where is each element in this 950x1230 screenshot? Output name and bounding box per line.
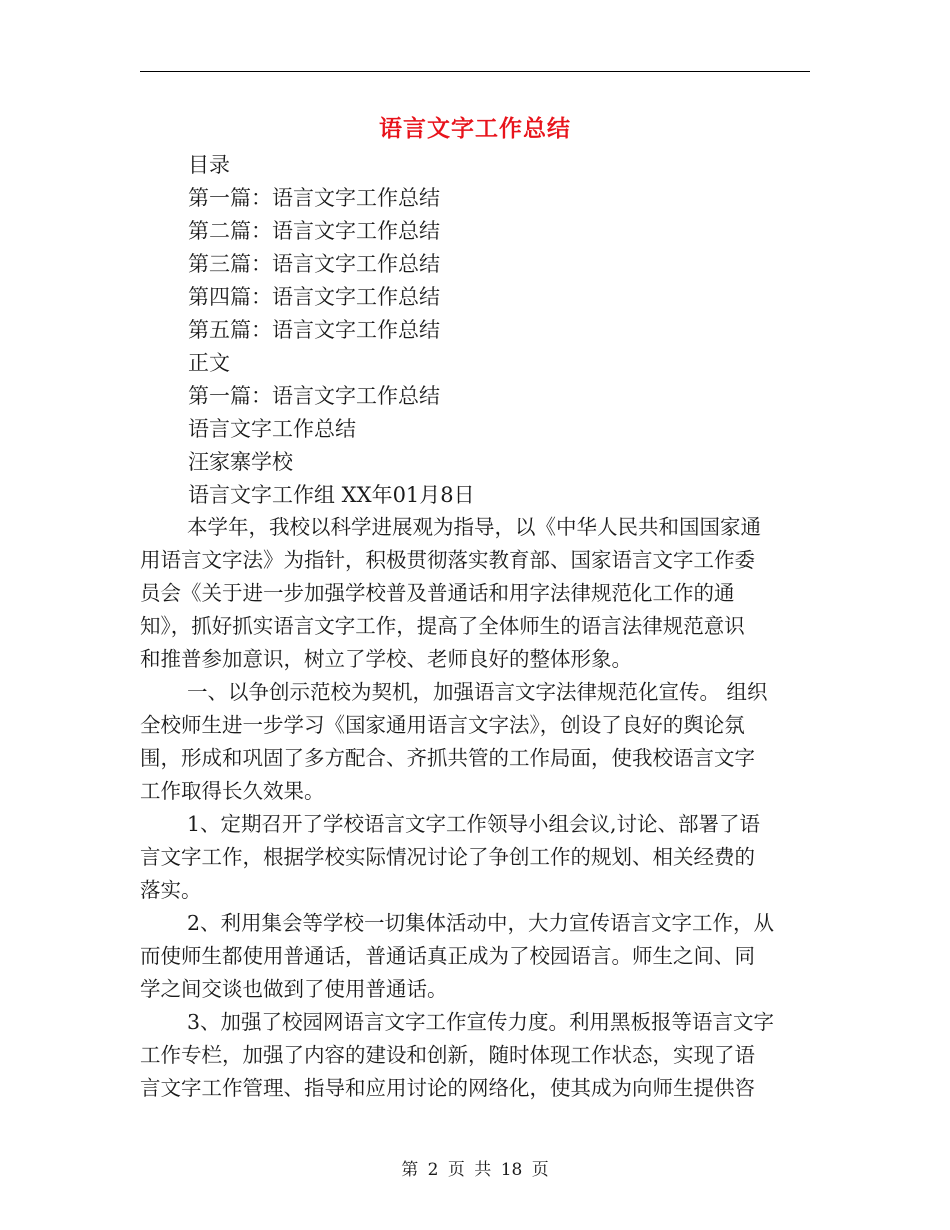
paragraph-line: 本学年，我校以科学进展观为指导，以《中华人民共和国国家通 bbox=[187, 515, 761, 539]
paragraph-line: 工作专栏，加强了内容的建设和创新，随时体现工作状态，实现了语 bbox=[140, 1043, 755, 1067]
body-heading: 正文 bbox=[188, 351, 230, 375]
paragraph-line: 1、定期召开了学校语言文字工作领导小组会议,讨论、部署了语 bbox=[187, 812, 761, 836]
paragraph bbox=[140, 808, 810, 907]
article-title: 语言文字工作总结 bbox=[188, 417, 356, 441]
paragraph-line: 围，形成和巩固了多方配合、齐抓共管的工作局面，使我校语言文字 bbox=[140, 746, 755, 770]
toc-item: 第一篇：语言文字工作总结 bbox=[188, 186, 440, 210]
toc-item: 第四篇：语言文字工作总结 bbox=[188, 285, 440, 309]
section-title: 第一篇：语言文字工作总结 bbox=[188, 384, 440, 408]
toc-item: 第三篇：语言文字工作总结 bbox=[188, 252, 440, 276]
paragraph-line: 全校师生进一步学习《国家通用语言文字法》，创设了良好的舆论氛 bbox=[140, 713, 745, 737]
paragraph-line: 2、利用集会等学校一切集体活动中，大力宣传语言文字工作，从 bbox=[187, 911, 775, 935]
toc-heading: 目录 bbox=[188, 153, 230, 177]
paragraph-line: 知》，抓好抓实语言文字工作，提高了全体师生的语言法律规范意识 bbox=[140, 614, 745, 638]
paragraph-line: 落实。 bbox=[140, 878, 202, 902]
paragraph bbox=[140, 1006, 810, 1105]
paragraph-line: 和推普参加意识，树立了学校、老师良好的整体形象。 bbox=[140, 647, 632, 671]
page-number: 第 2 页 共 18 页 bbox=[401, 1160, 549, 1180]
byline: 语言文字工作组 XX年01月8日 bbox=[188, 483, 475, 507]
toc-item: 第二篇：语言文字工作总结 bbox=[188, 219, 440, 243]
paragraph-line: 言文字工作，根据学校实际情况讨论了争创工作的规划、相关经费的 bbox=[140, 845, 755, 869]
paragraph bbox=[140, 676, 810, 808]
paragraph-line: 工作取得长久效果。 bbox=[140, 779, 325, 803]
paragraph-line: 一、以争创示范校为契机，加强语言文字法律规范化宣传。 组织 bbox=[187, 680, 768, 704]
paragraph-line: 用语言文字法》为指针，积极贯彻落实教育部、国家语言文字工作委 bbox=[140, 548, 755, 572]
document-title: 语言文字工作总结 bbox=[379, 116, 571, 142]
header-rule bbox=[140, 71, 810, 72]
paragraph-line: 员会《关于进一步加强学校普及普通话和用字法律规范化工作的通 bbox=[140, 581, 735, 605]
paragraph-line: 言文字工作管理、指导和应用讨论的网络化，使其成为向师生提供咨 bbox=[140, 1076, 755, 1100]
paragraph bbox=[140, 511, 810, 676]
school-name: 汪家寨学校 bbox=[188, 450, 293, 474]
paragraph-line: 学之间交谈也做到了使用普通话。 bbox=[140, 977, 448, 1001]
toc-item: 第五篇：语言文字工作总结 bbox=[188, 318, 440, 342]
paragraph-line: 而使师生都使用普通话，普通话真正成为了校园语言。师生之间、同 bbox=[140, 944, 755, 968]
paragraph bbox=[140, 907, 810, 1006]
paragraph-line: 3、加强了校园网语言文字工作宣传力度。利用黑板报等语言文字 bbox=[187, 1010, 775, 1034]
